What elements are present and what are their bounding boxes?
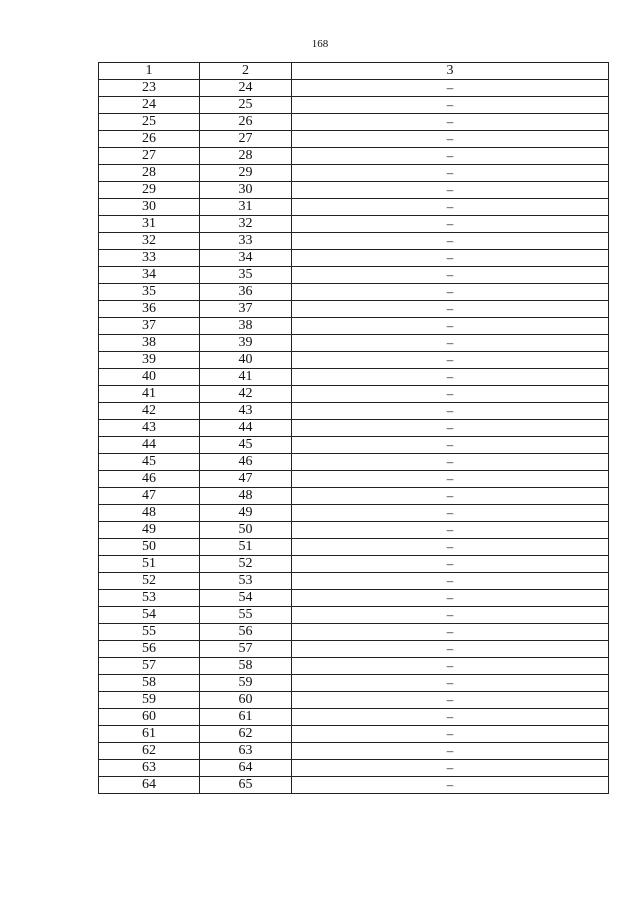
table-cell-col-3: – bbox=[292, 148, 609, 165]
table-cell-col-3: – bbox=[292, 624, 609, 641]
table-cell-col-2: 29 bbox=[200, 165, 292, 182]
table-row bbox=[99, 760, 609, 777]
table-cell-col-1: 25 bbox=[99, 114, 200, 131]
table-row bbox=[99, 80, 609, 97]
table-row bbox=[99, 97, 609, 114]
table-row bbox=[99, 505, 609, 522]
table-header-row bbox=[99, 63, 609, 80]
table-row bbox=[99, 641, 609, 658]
table-cell-col-1: 62 bbox=[99, 743, 200, 760]
table-cell-col-1: 57 bbox=[99, 658, 200, 675]
table-cell-col-1: 44 bbox=[99, 437, 200, 454]
table-cell-col-1: 33 bbox=[99, 250, 200, 267]
table-cell-col-1: 26 bbox=[99, 131, 200, 148]
data-table bbox=[98, 62, 609, 794]
table-cell-col-2: 43 bbox=[200, 403, 292, 420]
table-row bbox=[99, 437, 609, 454]
table-cell-col-1: 30 bbox=[99, 199, 200, 216]
table-cell-col-2: 31 bbox=[200, 199, 292, 216]
table-cell-col-3: – bbox=[292, 726, 609, 743]
table-cell-col-3: – bbox=[292, 165, 609, 182]
table-row bbox=[99, 403, 609, 420]
table-cell-col-2: 39 bbox=[200, 335, 292, 352]
table-cell-col-2: 48 bbox=[200, 488, 292, 505]
column-header-1: 1 bbox=[99, 63, 200, 80]
table-cell-col-3: – bbox=[292, 216, 609, 233]
table-cell-col-1: 35 bbox=[99, 284, 200, 301]
table-cell-col-2: 37 bbox=[200, 301, 292, 318]
table-cell-col-2: 63 bbox=[200, 743, 292, 760]
table-cell-col-2: 34 bbox=[200, 250, 292, 267]
table-cell-col-1: 43 bbox=[99, 420, 200, 437]
table-cell-col-1: 42 bbox=[99, 403, 200, 420]
table-cell-col-3: – bbox=[292, 233, 609, 250]
table-row bbox=[99, 386, 609, 403]
table-cell-col-2: 64 bbox=[200, 760, 292, 777]
table-cell-col-3: – bbox=[292, 505, 609, 522]
table-row bbox=[99, 114, 609, 131]
table-cell-col-3: – bbox=[292, 777, 609, 794]
table-cell-col-1: 24 bbox=[99, 97, 200, 114]
table-cell-col-2: 38 bbox=[200, 318, 292, 335]
table-row bbox=[99, 726, 609, 743]
table-row bbox=[99, 352, 609, 369]
table-cell-col-2: 44 bbox=[200, 420, 292, 437]
table-row bbox=[99, 318, 609, 335]
table-cell-col-1: 28 bbox=[99, 165, 200, 182]
table-cell-col-2: 25 bbox=[200, 97, 292, 114]
table-cell-col-1: 59 bbox=[99, 692, 200, 709]
table-cell-col-3: – bbox=[292, 743, 609, 760]
table-cell-col-2: 35 bbox=[200, 267, 292, 284]
table-row bbox=[99, 250, 609, 267]
table-cell-col-2: 62 bbox=[200, 726, 292, 743]
table-cell-col-1: 61 bbox=[99, 726, 200, 743]
table-row bbox=[99, 777, 609, 794]
table-cell-col-3: – bbox=[292, 556, 609, 573]
table-cell-col-1: 51 bbox=[99, 556, 200, 573]
table-cell-col-3: – bbox=[292, 131, 609, 148]
table-row bbox=[99, 590, 609, 607]
table-cell-col-1: 37 bbox=[99, 318, 200, 335]
table-cell-col-1: 54 bbox=[99, 607, 200, 624]
table-cell-col-1: 32 bbox=[99, 233, 200, 250]
table-cell-col-3: – bbox=[292, 641, 609, 658]
table-cell-col-2: 50 bbox=[200, 522, 292, 539]
table-row bbox=[99, 454, 609, 471]
table-cell-col-1: 41 bbox=[99, 386, 200, 403]
table-row bbox=[99, 216, 609, 233]
table-cell-col-1: 47 bbox=[99, 488, 200, 505]
table-row bbox=[99, 148, 609, 165]
table-cell-col-1: 56 bbox=[99, 641, 200, 658]
table-row bbox=[99, 267, 609, 284]
table-cell-col-1: 40 bbox=[99, 369, 200, 386]
table-cell-col-3: – bbox=[292, 199, 609, 216]
table-cell-col-3: – bbox=[292, 318, 609, 335]
table-cell-col-2: 56 bbox=[200, 624, 292, 641]
table-cell-col-3: – bbox=[292, 97, 609, 114]
table-cell-col-2: 42 bbox=[200, 386, 292, 403]
table-cell-col-2: 59 bbox=[200, 675, 292, 692]
table-cell-col-3: – bbox=[292, 301, 609, 318]
table-row bbox=[99, 301, 609, 318]
table-row bbox=[99, 539, 609, 556]
table-cell-col-2: 33 bbox=[200, 233, 292, 250]
table-cell-col-3: – bbox=[292, 437, 609, 454]
table-row bbox=[99, 335, 609, 352]
table-cell-col-1: 39 bbox=[99, 352, 200, 369]
table-cell-col-3: – bbox=[292, 709, 609, 726]
table-cell-col-1: 29 bbox=[99, 182, 200, 199]
table-cell-col-2: 49 bbox=[200, 505, 292, 522]
table-cell-col-3: – bbox=[292, 488, 609, 505]
table-cell-col-3: – bbox=[292, 539, 609, 556]
table-row bbox=[99, 556, 609, 573]
table-cell-col-1: 31 bbox=[99, 216, 200, 233]
table-cell-col-3: – bbox=[292, 760, 609, 777]
table-cell-col-1: 60 bbox=[99, 709, 200, 726]
table-cell-col-1: 53 bbox=[99, 590, 200, 607]
table-cell-col-3: – bbox=[292, 692, 609, 709]
table-cell-col-3: – bbox=[292, 250, 609, 267]
table-row bbox=[99, 165, 609, 182]
table-row bbox=[99, 709, 609, 726]
table-cell-col-2: 41 bbox=[200, 369, 292, 386]
table-cell-col-2: 57 bbox=[200, 641, 292, 658]
table-row bbox=[99, 233, 609, 250]
table-cell-col-2: 60 bbox=[200, 692, 292, 709]
table-row bbox=[99, 624, 609, 641]
table-cell-col-3: – bbox=[292, 675, 609, 692]
column-header-3: 3 bbox=[292, 63, 609, 80]
table-cell-col-1: 34 bbox=[99, 267, 200, 284]
table-cell-col-1: 46 bbox=[99, 471, 200, 488]
table-cell-col-3: – bbox=[292, 386, 609, 403]
table-cell-col-2: 54 bbox=[200, 590, 292, 607]
table-cell-col-3: – bbox=[292, 267, 609, 284]
table-cell-col-2: 32 bbox=[200, 216, 292, 233]
table-cell-col-2: 55 bbox=[200, 607, 292, 624]
table-cell-col-3: – bbox=[292, 403, 609, 420]
page-number: 168 bbox=[311, 38, 329, 50]
table-cell-col-1: 48 bbox=[99, 505, 200, 522]
table-cell-col-3: – bbox=[292, 284, 609, 301]
table-cell-col-3: – bbox=[292, 573, 609, 590]
table-cell-col-2: 53 bbox=[200, 573, 292, 590]
table-row bbox=[99, 607, 609, 624]
table-cell-col-2: 47 bbox=[200, 471, 292, 488]
table-cell-col-3: – bbox=[292, 369, 609, 386]
table-cell-col-1: 36 bbox=[99, 301, 200, 318]
table-cell-col-1: 58 bbox=[99, 675, 200, 692]
column-header-2: 2 bbox=[200, 63, 292, 80]
table-row bbox=[99, 522, 609, 539]
table-row bbox=[99, 743, 609, 760]
table-cell-col-1: 27 bbox=[99, 148, 200, 165]
table-cell-col-2: 51 bbox=[200, 539, 292, 556]
table-cell-col-2: 27 bbox=[200, 131, 292, 148]
table-cell-col-1: 23 bbox=[99, 80, 200, 97]
table-row bbox=[99, 692, 609, 709]
table-row bbox=[99, 488, 609, 505]
table-cell-col-3: – bbox=[292, 352, 609, 369]
table-cell-col-3: – bbox=[292, 454, 609, 471]
table-cell-col-1: 49 bbox=[99, 522, 200, 539]
table-body bbox=[99, 63, 609, 794]
table-cell-col-1: 64 bbox=[99, 777, 200, 794]
table-cell-col-3: – bbox=[292, 607, 609, 624]
table-row bbox=[99, 131, 609, 148]
table-cell-col-2: 45 bbox=[200, 437, 292, 454]
table-cell-col-3: – bbox=[292, 590, 609, 607]
table-row bbox=[99, 199, 609, 216]
table-cell-col-3: – bbox=[292, 471, 609, 488]
table-row bbox=[99, 369, 609, 386]
table-cell-col-2: 46 bbox=[200, 454, 292, 471]
table-cell-col-1: 55 bbox=[99, 624, 200, 641]
table-cell-col-2: 24 bbox=[200, 80, 292, 97]
table-cell-col-3: – bbox=[292, 182, 609, 199]
table-cell-col-2: 26 bbox=[200, 114, 292, 131]
table-cell-col-1: 50 bbox=[99, 539, 200, 556]
table-row bbox=[99, 284, 609, 301]
table-cell-col-1: 38 bbox=[99, 335, 200, 352]
table-cell-col-2: 58 bbox=[200, 658, 292, 675]
table-cell-col-2: 40 bbox=[200, 352, 292, 369]
table-cell-col-1: 63 bbox=[99, 760, 200, 777]
table-cell-col-2: 61 bbox=[200, 709, 292, 726]
table-cell-col-2: 28 bbox=[200, 148, 292, 165]
table-cell-col-2: 36 bbox=[200, 284, 292, 301]
table-cell-col-2: 52 bbox=[200, 556, 292, 573]
table-row bbox=[99, 182, 609, 199]
table-cell-col-2: 30 bbox=[200, 182, 292, 199]
table-cell-col-1: 45 bbox=[99, 454, 200, 471]
table-cell-col-2: 65 bbox=[200, 777, 292, 794]
table-row bbox=[99, 471, 609, 488]
table-row bbox=[99, 675, 609, 692]
table-row bbox=[99, 658, 609, 675]
table-cell-col-1: 52 bbox=[99, 573, 200, 590]
table-cell-col-3: – bbox=[292, 80, 609, 97]
table-cell-col-3: – bbox=[292, 335, 609, 352]
table-row bbox=[99, 573, 609, 590]
table-cell-col-3: – bbox=[292, 114, 609, 131]
table-row bbox=[99, 420, 609, 437]
table-cell-col-3: – bbox=[292, 420, 609, 437]
table-cell-col-3: – bbox=[292, 522, 609, 539]
table-cell-col-3: – bbox=[292, 658, 609, 675]
